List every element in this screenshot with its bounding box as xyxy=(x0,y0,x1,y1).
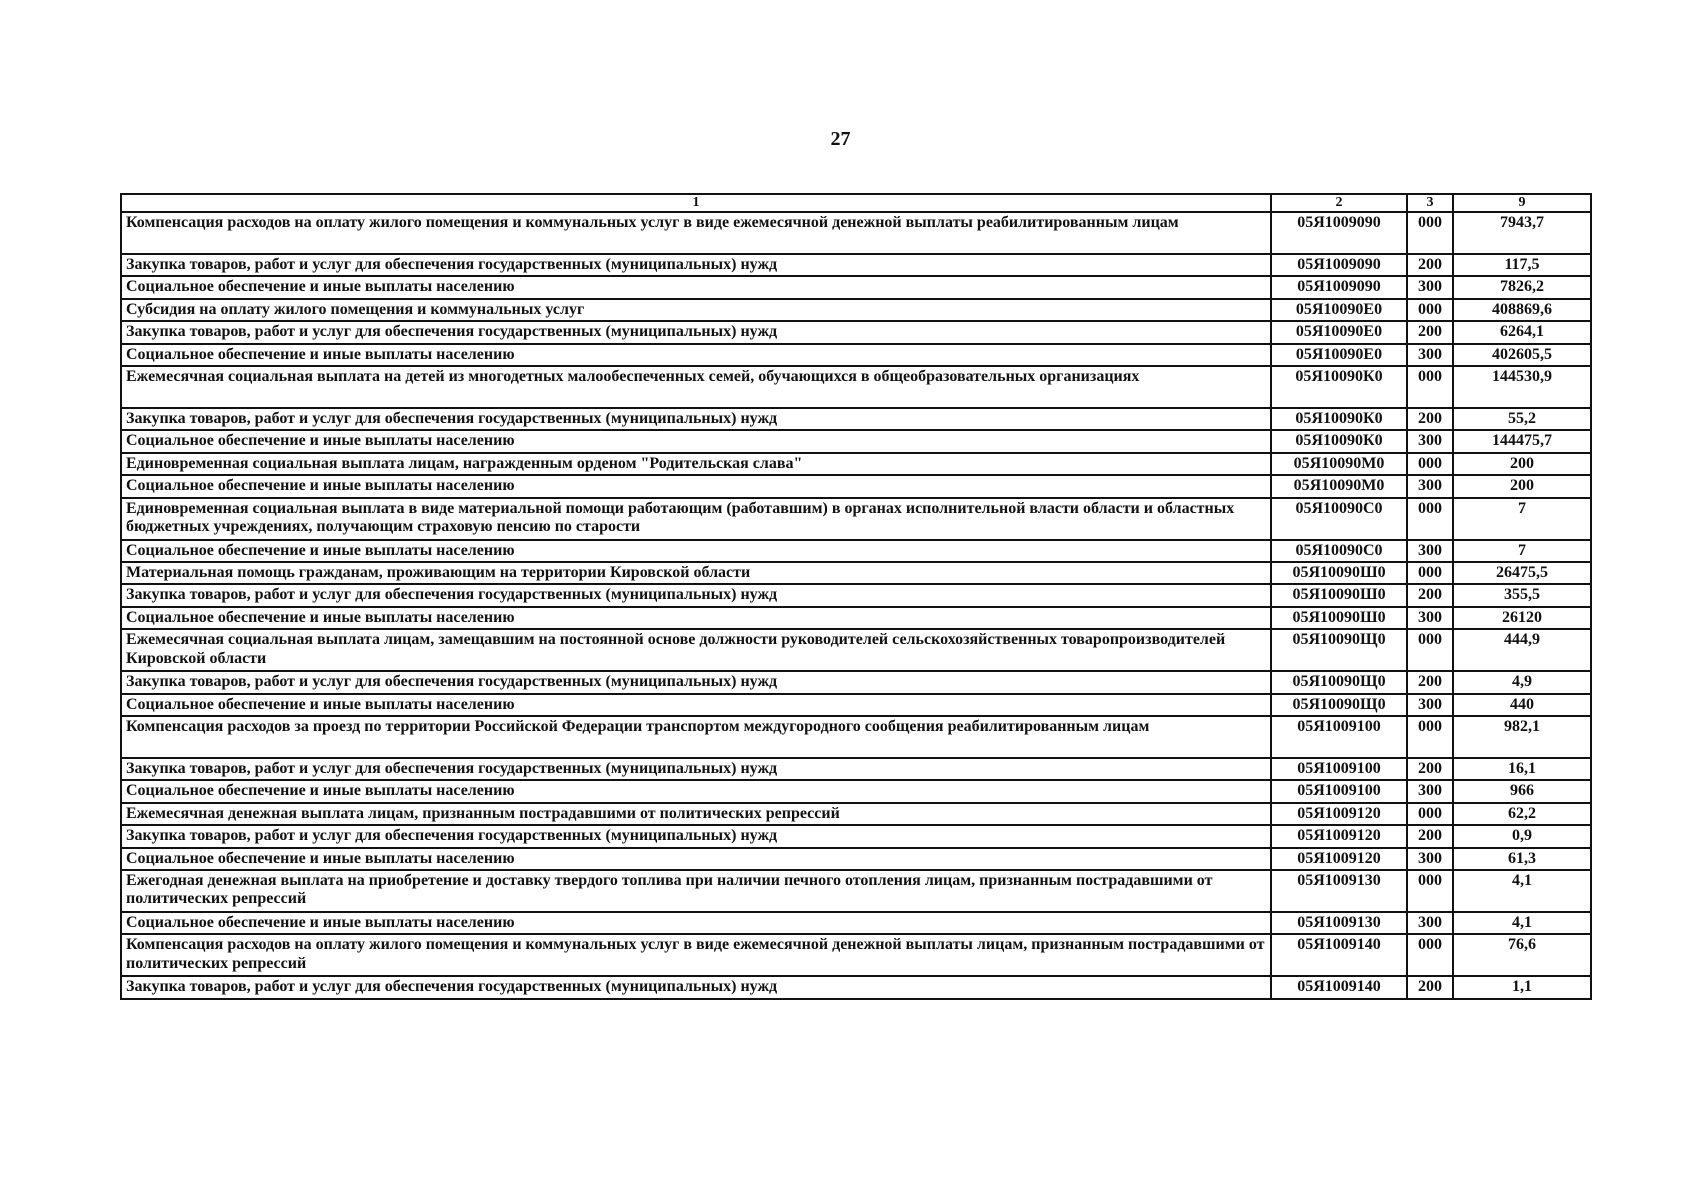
column-header-amount: 9 xyxy=(1453,194,1591,212)
row-amount: 408869,6 xyxy=(1453,299,1591,321)
row-amount: 440 xyxy=(1453,694,1591,716)
table-row xyxy=(121,344,1591,366)
row-amount: 402605,5 xyxy=(1453,344,1591,366)
table-row xyxy=(121,607,1591,629)
row-amount: 76,6 xyxy=(1453,934,1591,976)
table-row xyxy=(121,825,1591,847)
row-code: 05Я10090Щ0 xyxy=(1271,694,1407,716)
row-code: 05Я10090М0 xyxy=(1271,475,1407,497)
row-name: Социальное обеспечение и иные выплаты населению xyxy=(121,694,1271,716)
row-code: 05Я1009120 xyxy=(1271,803,1407,825)
row-name: Социальное обеспечение и иные выплаты населению xyxy=(121,540,1271,562)
row-name: Ежемесячная денежная выплата лицам, признанным пострадавшими от политических репрессий xyxy=(121,803,1271,825)
row-type: 200 xyxy=(1407,584,1453,606)
row-amount: 55,2 xyxy=(1453,408,1591,430)
row-amount: 26475,5 xyxy=(1453,562,1591,584)
row-type: 300 xyxy=(1407,912,1453,934)
table-row xyxy=(121,629,1591,671)
row-amount: 144475,7 xyxy=(1453,430,1591,452)
table-body xyxy=(121,212,1591,999)
row-amount: 16,1 xyxy=(1453,758,1591,780)
row-type: 300 xyxy=(1407,694,1453,716)
row-name: Закупка товаров, работ и услуг для обеспечения государственных (муниципальных) нужд xyxy=(121,584,1271,606)
row-name: Закупка товаров, работ и услуг для обеспечения государственных (муниципальных) нужд xyxy=(121,254,1271,276)
row-type: 000 xyxy=(1407,498,1453,540)
row-amount: 200 xyxy=(1453,475,1591,497)
row-name: Социальное обеспечение и иные выплаты населению xyxy=(121,848,1271,870)
row-type: 000 xyxy=(1407,870,1453,912)
table-row xyxy=(121,870,1591,912)
table-row xyxy=(121,498,1591,540)
row-code: 05Я10090С0 xyxy=(1271,498,1407,540)
row-amount: 982,1 xyxy=(1453,716,1591,758)
row-code: 05Я10090Е0 xyxy=(1271,321,1407,343)
row-name: Закупка товаров, работ и услуг для обеспечения государственных (муниципальных) нужд xyxy=(121,825,1271,847)
table-header-row xyxy=(121,194,1591,212)
table-row xyxy=(121,276,1591,298)
row-code: 05Я10090Ш0 xyxy=(1271,584,1407,606)
row-type: 200 xyxy=(1407,321,1453,343)
table-row xyxy=(121,716,1591,758)
row-name: Единовременная социальная выплата в виде материальной помощи работающим (работавшим) в органах исполнительной власти области и областных бюджетных учреждениях, получающим страховую пенсию по старости xyxy=(121,498,1271,540)
row-name: Социальное обеспечение и иные выплаты населению xyxy=(121,430,1271,452)
row-amount: 1,1 xyxy=(1453,976,1591,998)
row-code: 05Я1009130 xyxy=(1271,912,1407,934)
row-name: Закупка товаров, работ и услуг для обеспечения государственных (муниципальных) нужд xyxy=(121,671,1271,693)
row-type: 300 xyxy=(1407,430,1453,452)
row-code: 05Я10090К0 xyxy=(1271,430,1407,452)
row-type: 000 xyxy=(1407,803,1453,825)
row-amount: 4,1 xyxy=(1453,912,1591,934)
row-amount: 4,1 xyxy=(1453,870,1591,912)
row-code: 05Я10090К0 xyxy=(1271,366,1407,408)
row-amount: 4,9 xyxy=(1453,671,1591,693)
table-row xyxy=(121,254,1591,276)
table-row xyxy=(121,366,1591,408)
row-type: 200 xyxy=(1407,758,1453,780)
table-row xyxy=(121,540,1591,562)
row-code: 05Я10090Е0 xyxy=(1271,344,1407,366)
row-code: 05Я1009120 xyxy=(1271,825,1407,847)
row-code: 05Я1009140 xyxy=(1271,934,1407,976)
row-code: 05Я10090Е0 xyxy=(1271,299,1407,321)
row-amount: 7 xyxy=(1453,540,1591,562)
table-row xyxy=(121,562,1591,584)
table-row xyxy=(121,299,1591,321)
table-row xyxy=(121,758,1591,780)
page-number: 27 xyxy=(830,128,851,150)
table-row xyxy=(121,453,1591,475)
row-type: 300 xyxy=(1407,540,1453,562)
row-code: 05Я1009100 xyxy=(1271,758,1407,780)
row-code: 05Я1009090 xyxy=(1271,212,1407,254)
row-name: Социальное обеспечение и иные выплаты населению xyxy=(121,607,1271,629)
row-amount: 61,3 xyxy=(1453,848,1591,870)
row-name: Единовременная социальная выплата лицам, награжденным орденом "Родительская слава" xyxy=(121,453,1271,475)
row-code: 05Я1009130 xyxy=(1271,870,1407,912)
table-row xyxy=(121,430,1591,452)
row-type: 000 xyxy=(1407,366,1453,408)
row-code: 05Я10090К0 xyxy=(1271,408,1407,430)
row-type: 000 xyxy=(1407,716,1453,758)
row-amount: 7943,7 xyxy=(1453,212,1591,254)
row-code: 05Я10090Ш0 xyxy=(1271,607,1407,629)
row-amount: 7826,2 xyxy=(1453,276,1591,298)
row-amount: 6264,1 xyxy=(1453,321,1591,343)
table-row xyxy=(121,976,1591,998)
row-name: Закупка товаров, работ и услуг для обеспечения государственных (муниципальных) нужд xyxy=(121,758,1271,780)
table-row xyxy=(121,321,1591,343)
row-amount: 0,9 xyxy=(1453,825,1591,847)
row-type: 000 xyxy=(1407,212,1453,254)
row-code: 05Я1009090 xyxy=(1271,276,1407,298)
column-header-code: 2 xyxy=(1271,194,1407,212)
row-amount: 62,2 xyxy=(1453,803,1591,825)
table-row xyxy=(121,212,1591,254)
row-code: 05Я1009100 xyxy=(1271,780,1407,802)
row-name: Ежегодная денежная выплата на приобретение и доставку твердого топлива при наличии печного отопления лицам, признанным пострадавшими от политических репрессий xyxy=(121,870,1271,912)
row-type: 200 xyxy=(1407,671,1453,693)
row-code: 05Я10090М0 xyxy=(1271,453,1407,475)
row-name: Ежемесячная социальная выплата лицам, замещавшим на постоянной основе должности руководителей сельскохозяйственных товаропроизводителей Кировской области xyxy=(121,629,1271,671)
row-type: 300 xyxy=(1407,607,1453,629)
table-row xyxy=(121,694,1591,716)
row-name: Компенсация расходов на оплату жилого помещения и коммунальных услуг в виде ежемесячной денежной выплаты реабилитированным лицам xyxy=(121,212,1271,254)
row-amount: 144530,9 xyxy=(1453,366,1591,408)
row-type: 000 xyxy=(1407,299,1453,321)
column-header-type: 3 xyxy=(1407,194,1453,212)
row-type: 000 xyxy=(1407,629,1453,671)
row-code: 05Я10090Щ0 xyxy=(1271,629,1407,671)
row-code: 05Я1009120 xyxy=(1271,848,1407,870)
table-row xyxy=(121,912,1591,934)
row-amount: 7 xyxy=(1453,498,1591,540)
row-type: 300 xyxy=(1407,276,1453,298)
row-name: Закупка товаров, работ и услуг для обеспечения государственных (муниципальных) нужд xyxy=(121,321,1271,343)
row-code: 05Я1009090 xyxy=(1271,254,1407,276)
row-type: 300 xyxy=(1407,848,1453,870)
row-type: 300 xyxy=(1407,780,1453,802)
row-name: Компенсация расходов за проезд по территории Российской Федерации транспортом междугородного сообщения реабилитированным лицам xyxy=(121,716,1271,758)
row-amount: 117,5 xyxy=(1453,254,1591,276)
budget-table xyxy=(120,193,1592,1000)
row-name: Социальное обеспечение и иные выплаты населению xyxy=(121,344,1271,366)
row-name: Социальное обеспечение и иные выплаты населению xyxy=(121,780,1271,802)
row-code: 05Я10090Щ0 xyxy=(1271,671,1407,693)
row-code: 05Я1009100 xyxy=(1271,716,1407,758)
table-row xyxy=(121,803,1591,825)
row-type: 200 xyxy=(1407,408,1453,430)
row-type: 300 xyxy=(1407,344,1453,366)
table-row xyxy=(121,475,1591,497)
table-row xyxy=(121,671,1591,693)
row-name: Социальное обеспечение и иные выплаты населению xyxy=(121,912,1271,934)
row-amount: 200 xyxy=(1453,453,1591,475)
table-row xyxy=(121,848,1591,870)
row-amount: 355,5 xyxy=(1453,584,1591,606)
row-code: 05Я1009140 xyxy=(1271,976,1407,998)
row-type: 000 xyxy=(1407,562,1453,584)
table-row xyxy=(121,934,1591,976)
row-type: 200 xyxy=(1407,825,1453,847)
row-name: Субсидия на оплату жилого помещения и коммунальных услуг xyxy=(121,299,1271,321)
row-code: 05Я10090Ш0 xyxy=(1271,562,1407,584)
row-amount: 966 xyxy=(1453,780,1591,802)
row-name: Закупка товаров, работ и услуг для обеспечения государственных (муниципальных) нужд xyxy=(121,408,1271,430)
row-name: Социальное обеспечение и иные выплаты населению xyxy=(121,475,1271,497)
row-type: 300 xyxy=(1407,475,1453,497)
column-header-name: 1 xyxy=(121,194,1271,212)
row-type: 200 xyxy=(1407,976,1453,998)
row-name: Материальная помощь гражданам, проживающим на территории Кировской области xyxy=(121,562,1271,584)
row-name: Закупка товаров, работ и услуг для обеспечения государственных (муниципальных) нужд xyxy=(121,976,1271,998)
row-name: Ежемесячная социальная выплата на детей из многодетных малообеспеченных семей, обучающихся в общеобразовательных организациях xyxy=(121,366,1271,408)
row-amount: 444,9 xyxy=(1453,629,1591,671)
row-name: Социальное обеспечение и иные выплаты населению xyxy=(121,276,1271,298)
row-name: Компенсация расходов на оплату жилого помещения и коммунальных услуг в виде ежемесячной денежной выплаты лицам, признанным пострадавшими от политических репрессий xyxy=(121,934,1271,976)
row-type: 000 xyxy=(1407,934,1453,976)
row-type: 200 xyxy=(1407,254,1453,276)
row-amount: 26120 xyxy=(1453,607,1591,629)
row-code: 05Я10090С0 xyxy=(1271,540,1407,562)
table-row xyxy=(121,408,1591,430)
table-row xyxy=(121,584,1591,606)
row-type: 000 xyxy=(1407,453,1453,475)
table-row xyxy=(121,780,1591,802)
